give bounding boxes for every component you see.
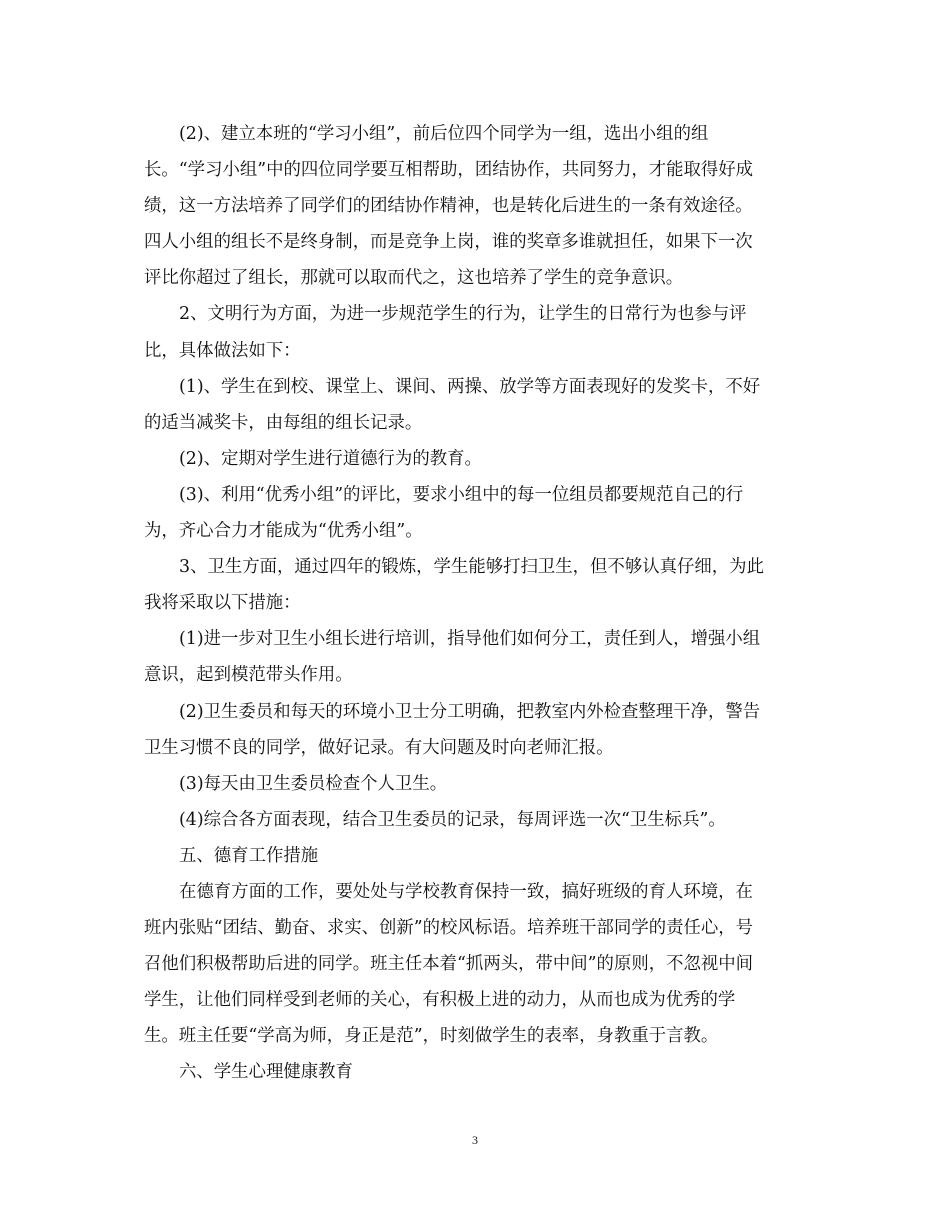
text-line: 学生，让他们同样受到老师的关心，有积极上进的动力，从而也成为优秀的学 [144,990,736,1011]
page-number: 3 [472,1133,478,1147]
text-line: 长。“学习小组”中的四位同学要互相帮助，团结协作，共同努力，才能取得好成 [144,160,754,181]
text-line: 在德育方面的工作，要处处与学校教育保持一致，搞好班级的育人环境，在 [179,881,753,902]
text-line: 我将采取以下措施： [144,593,301,614]
text-line: (2)卫生委员和每天的环境小卫士分工明确，把教室内外检查整理干净，警告 [179,701,761,722]
text-line: 召他们积极帮助后进的同学。班主任本着“抓两头，带中间”的原则，不忽视中间 [144,954,754,975]
text-line: 卫生习惯不良的同学，做好记录。有大问题及时向老师汇报。 [144,737,614,758]
text-line: (3)、利用“优秀小组”的评比，要求小组中的每一位组员都要规范自己的行 [179,484,744,505]
text-line: 班内张贴“团结、勤奋、求实、创新”的校风标语。培养班干部同学的责任心，号 [144,918,754,939]
text-line: 3、卫生方面，通过四年的锻炼，学生能够打扫卫生，但不够认真仔细，为此 [179,557,764,578]
text-line: (2)、定期对学生进行道德行为的教育。 [179,448,482,469]
text-line: (1)、学生在到校、课堂上、课间、两操、放学等方面表现好的发奖卡，不好 [179,376,761,397]
text-line: 2、文明行为方面，为进一步规范学生的行为，让学生的日常行为也参与评 [179,304,747,325]
text-line: 四人小组的组长不是终身制，而是竞争上岗，谁的奖章多谁就担任，如果下一次 [144,232,753,253]
text-line: 评比你超过了组长，那就可以取而代之，这也培养了学生的竞争意识。 [144,268,684,289]
text-line: 的适当减奖卡，由每组的组长记录。 [144,412,423,433]
text-line: (3)每天由卫生委员检查个人卫生。 [179,773,448,794]
text-line: (2)、建立本班的“学习小组”，前后位四个同学为一组，选出小组的组 [179,124,709,144]
text-line: 比，具体做法如下： [144,340,301,361]
text-line: 五、德育工作措施 [179,845,319,866]
text-line: 绩，这一方法培养了同学们的团结协作精神，也是转化后进生的一条有效途径。 [144,196,753,217]
text-line: (4)综合各方面表现，结合卫生委员的记录，每周评选一次“卫生标兵”。 [179,809,726,830]
document-body [144,116,809,1091]
text-line: 为，齐心合力才能成为“优秀小组”。 [144,521,423,542]
text-line: (1)进一步对卫生小组长进行培训，指导他们如何分工，责任到人，增强小组 [179,629,761,650]
text-line: 意识，起到模范带头作用。 [144,665,353,686]
text-line: 六、学生心理健康教育 [179,1062,353,1083]
text-line: 生。班主任要“学高为师，身正是范”，时刻做学生的表率，身教重于言教。 [144,1026,719,1047]
